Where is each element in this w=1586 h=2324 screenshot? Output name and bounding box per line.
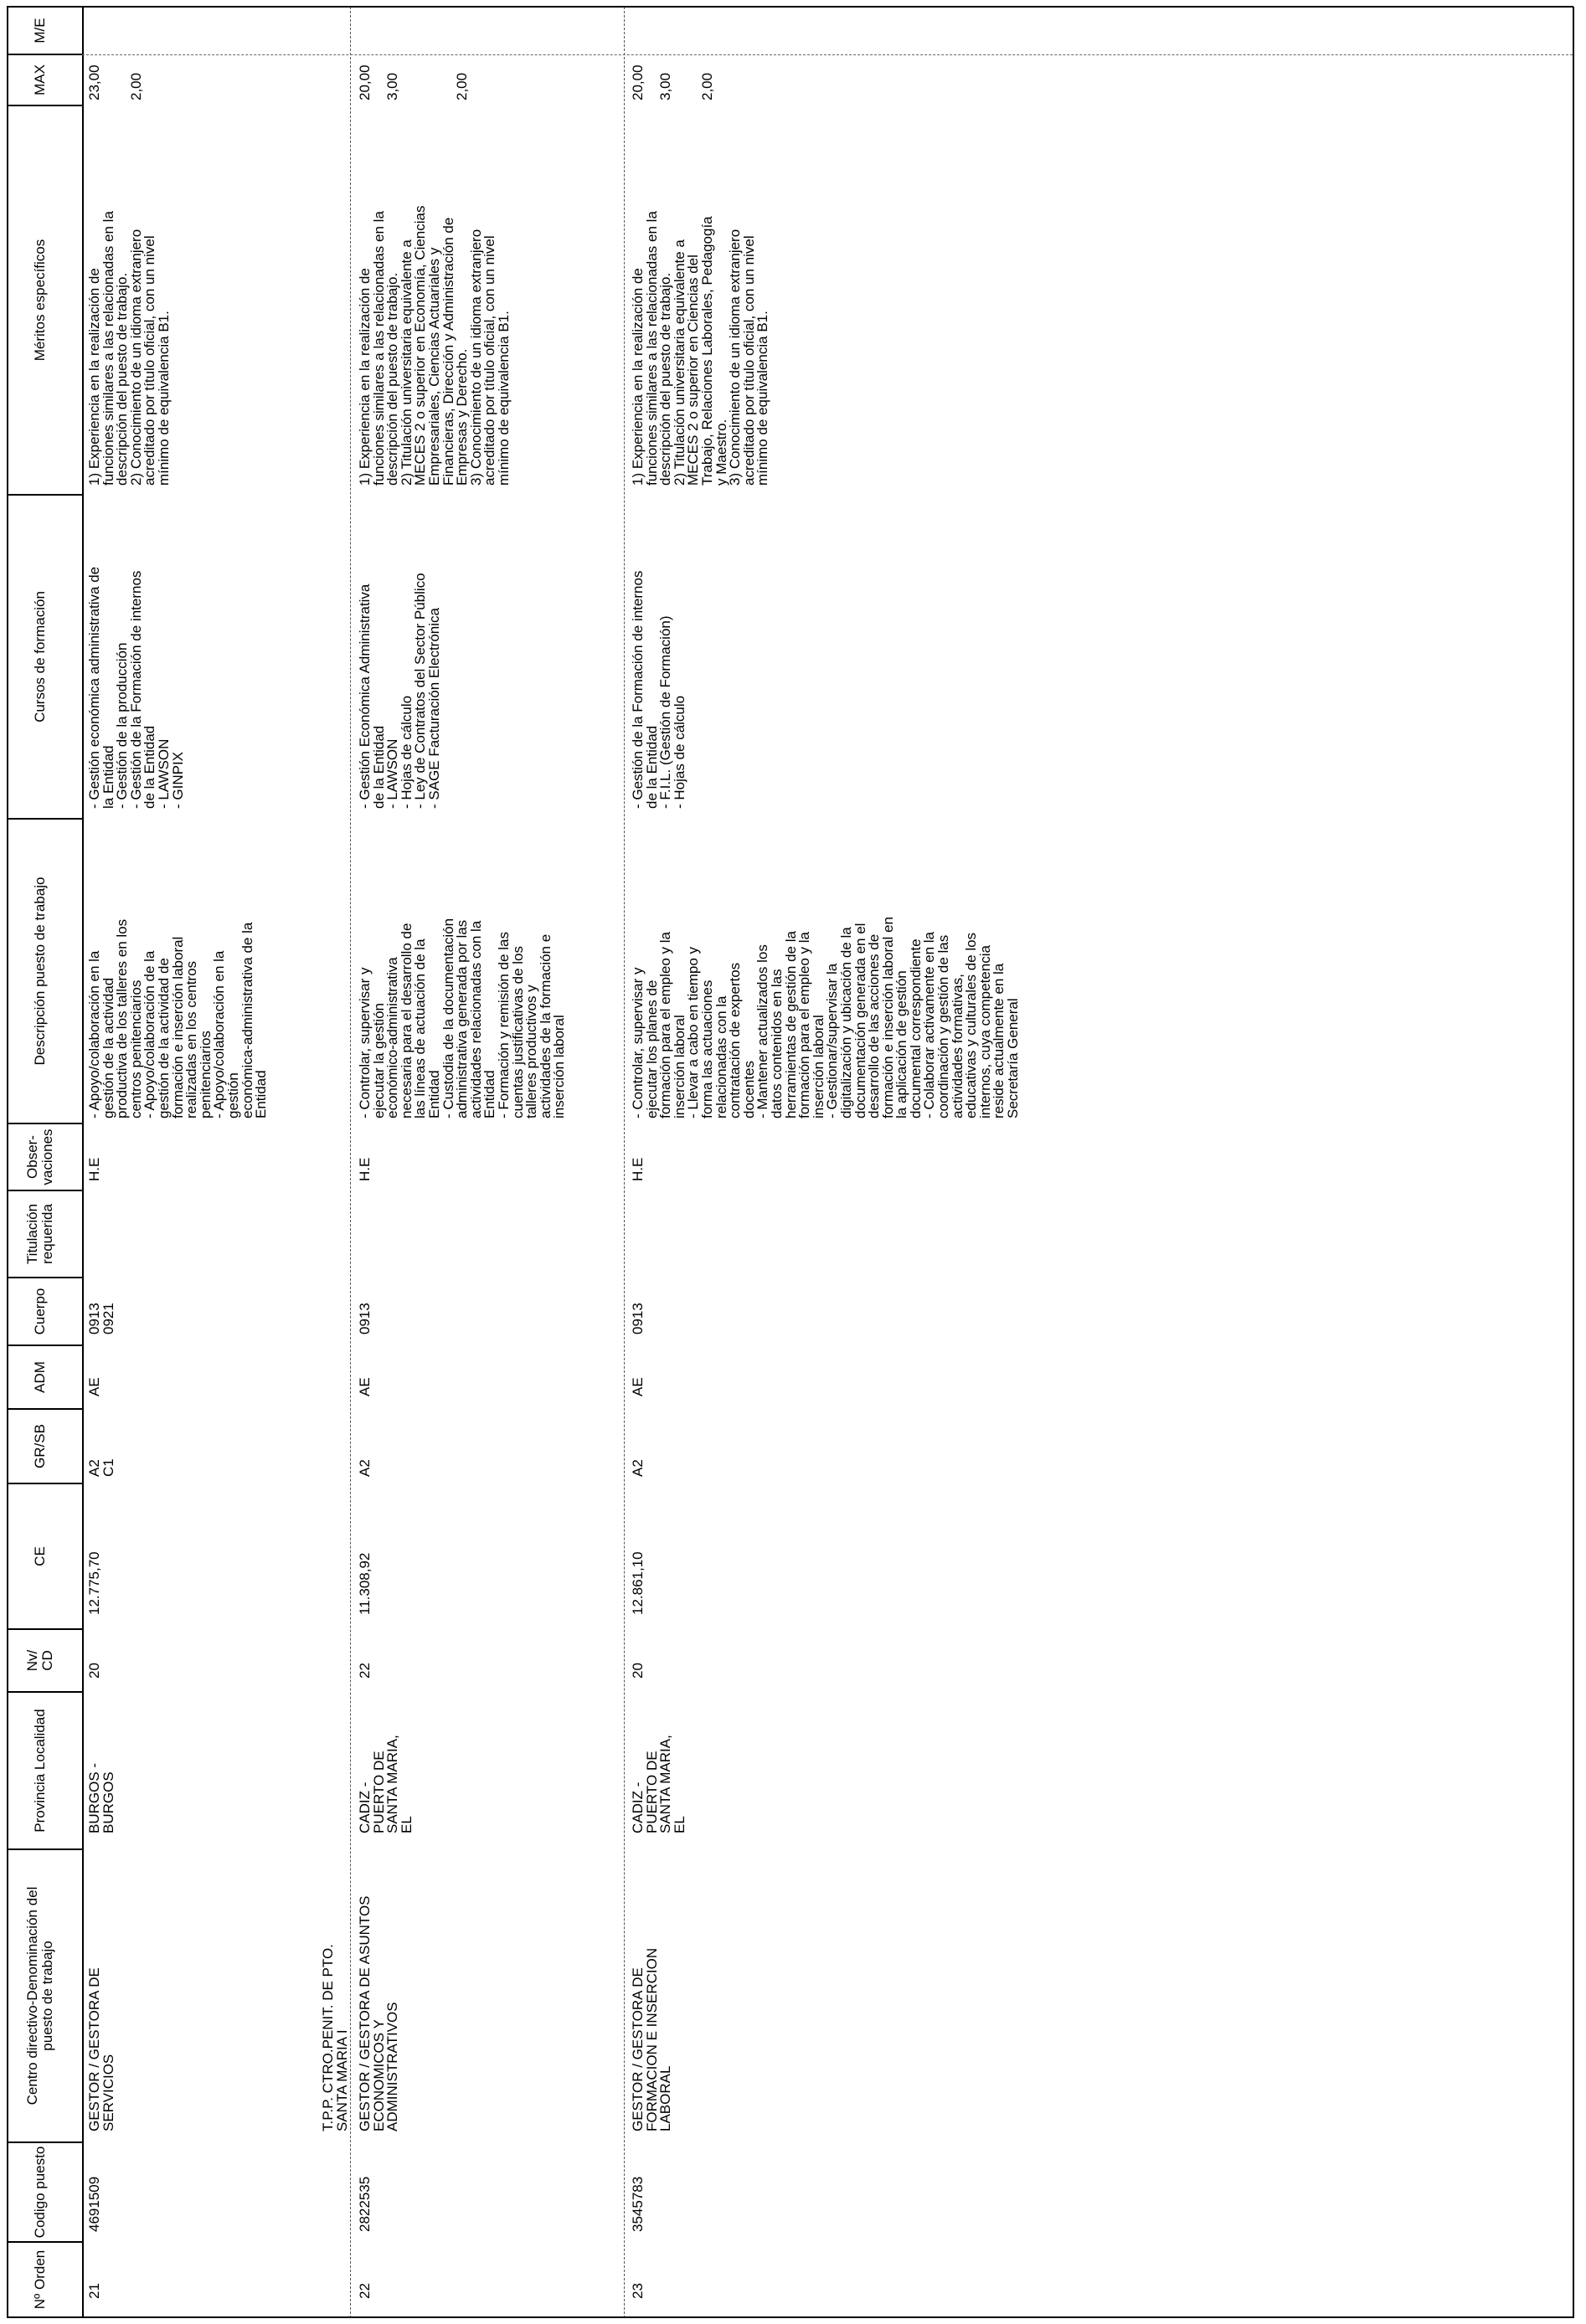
row22-grupo: A2 [357, 1459, 373, 1477]
header-meritos: Méritos específicos [31, 239, 48, 362]
header-grupo: GR/SB [31, 1424, 48, 1468]
header-nivel: Nv/ CD [23, 1649, 55, 1672]
row21-adm: AE [86, 1377, 102, 1396]
header-centro: Centro directivo-Denominación del puesto de trabajo [23, 1886, 55, 2105]
table-left-border [7, 2316, 1573, 2318]
header-bottom-border [82, 7, 84, 2318]
row22-cuerpo: 0913 [357, 1303, 373, 1334]
col-sep-body [82, 54, 1573, 55]
header-observaciones: Obser- vaciones [23, 1129, 55, 1185]
row22-centro-heading: T.P.P. CTRO.PENIT. DE PTO. SANTA MARIA I [320, 1944, 350, 2131]
row23-max: 20,00 3,00 2,00 [630, 64, 715, 100]
row22-max: 20,00 3,00 2,00 [357, 64, 471, 100]
row23-meritos: 1) Experiencia en la realización de funciones similares a las relacionadas en la descripción del puesto de trabajo. 2) Titulación universitaria equivalente a MECES 2 o superior en Ciencias del Trabajo, Relaciones Laborales, Pedagogía y Maestro. 3) Conocimiento de un idioma extranjero acreditado por título oficial, con un nivel mínimo de equivalencia B1. [630, 211, 771, 486]
row23-cursos: - Gestión de la Formación de internos de la Entidad - F.I.L. (Gestión de Formación) - Hojas de cálculo [630, 570, 687, 809]
row22-nivel: 22 [357, 1663, 373, 1679]
header-orden: Nº Orden [31, 2249, 48, 2310]
row21-max: 23,00 2,00 [86, 64, 144, 100]
header-adm: ADM [31, 1361, 48, 1393]
row23-orden: 23 [630, 2283, 646, 2299]
row22-observaciones: H.E [357, 1157, 373, 1181]
row21-cursos: - Gestión económica administrativa de la Entidad - Gestión de la producción - Gestión de la Formación de internos de la Entidad - LAWSON - GINPIX [86, 566, 186, 809]
row23-cuerpo: 0913 [630, 1303, 646, 1334]
row21-ce: 12.775,70 [86, 1551, 102, 1615]
row21-grupo: A2 C1 [86, 1458, 116, 1477]
row23-descripcion: - Controlar, supervisar y ejecutar los planes de formación para el empleo y la inserción laboral - Llevar a cabo en tiempo y forma las actuaciones relacionadas con la contratación de expertos docentes - Mantener actualizados los datos contenidos en las herramientas de gestión de la formación para el empleo y la inserción laboral - Gestionar/supervisar la digitalización y ubicación de la documentación generada en el desarrollo de las acciones de formación e inserción laboral en la aplicación de gestión documental correspondiente - Colaborar activamente en la coordinación y gestión de las actividades formativas, educativas y culturales de los internos, cuya competencia reside actualmente en la Secretaría General [630, 917, 1022, 1118]
table-bottom-border [1573, 7, 1574, 2318]
row21-cuerpo: 0913 0921 [86, 1303, 116, 1334]
row22-adm: AE [357, 1377, 373, 1396]
row22-cursos: - Gestión Económica Administrativa de la Entidad - LAWSON - Hojas de cálculo - Ley de Contratos del Sector Público - SAGE Facturación Electrónica [357, 573, 442, 809]
row21-codigo: 4691509 [86, 2176, 102, 2232]
header-me: M/E [31, 18, 48, 44]
row23-grupo: A2 [630, 1459, 646, 1477]
row22-ce: 11.308,92 [357, 1552, 373, 1615]
row23-centro: GESTOR / GESTORA DE FORMACION E INSERCION LABORAL [630, 1947, 674, 2131]
row23-observaciones: H.E [630, 1157, 646, 1181]
row23-ce: 12.861,10 [630, 1551, 646, 1615]
row22-orden: 22 [357, 2283, 373, 2299]
row-divider-22 [624, 7, 625, 2318]
row21-descripcion: - Apoyo/colaboración en la gestión de la actividad productiva de los talleres en los centros penitenciarios - Apoyo/colaboración de la gestión de la actividad de formación e inserción laboral realizadas en los centros penitenciarios - Apoyo/colaboración en la gestión económica-administrativa de la Entidad [86, 918, 270, 1118]
header-ce: CE [31, 1546, 48, 1566]
row22-centro: GESTOR / GESTORA DE ASUNTOS ECONOMICOS Y ADMINISTRATIVOS [357, 1895, 401, 2131]
row23-provincia: CADIZ - PUERTO DE SANTA MARIA, EL [630, 1735, 687, 1833]
row23-codigo: 3545783 [630, 2176, 646, 2232]
row22-codigo: 2822535 [357, 2176, 373, 2232]
header-cursos: Cursos de formación [31, 591, 48, 722]
row21-nivel: 20 [86, 1663, 102, 1679]
header-provincia: Provincia Localidad [31, 1709, 48, 1833]
row-divider-21 [350, 7, 351, 2318]
header-titulacion: Titulación requerida [23, 1203, 55, 1265]
header-codigo: Codigo puesto [31, 2146, 48, 2239]
row23-nivel: 20 [630, 1663, 646, 1679]
row21-provincia: BURGOS - BURGOS [86, 1762, 116, 1833]
row21-centro: GESTOR / GESTORA DE SERVICIOS [86, 1967, 116, 2131]
table-right-border [7, 6, 1573, 8]
row21-orden: 21 [86, 2283, 102, 2299]
header-descripcion: Descripción puesto de trabajo [31, 877, 48, 1066]
row22-provincia: CADIZ - PUERTO DE SANTA MARIA, EL [357, 1735, 415, 1833]
header-max: MAX [31, 64, 48, 95]
row21-observaciones: H.E [86, 1157, 102, 1181]
row23-adm: AE [630, 1377, 646, 1396]
header-cuerpo: Cuerpo [31, 1288, 48, 1335]
row22-descripcion: - Controlar, supervisar y ejecutar la gestión económico-administrativa necesaria para el desarrollo de las líneas de actuación de la Entidad - Custodia de la documentación administrativa generada por las actividades relacionadas con la Entidad - Formación y remisión de las cuentas justificativas de los talleres productivos y actividades de la formación e inserción laboral [357, 918, 568, 1118]
row21-meritos: 1) Experiencia en la realización de funciones similares a las relacionadas en la descripción del puesto de trabajo. 2) Conocimiento de un idioma extranjero acreditado por título oficial, con un nivel mínimo de equivalencia B1. [86, 211, 172, 486]
row22-meritos: 1) Experiencia en la realización de funciones similares a las relacionadas en la descripción del puesto de trabajo. 2) Titulación universitaria equivalente a MECES 2 o superior en Economía, Ciencias Empresariales, Ciencias Actuariales y Financieras, Dirección y Administración de Empresas y Derecho. 3) Conocimiento de un idioma extranjero acreditado por título oficial, con un nivel mínimo de equivalencia B1. [357, 205, 512, 486]
